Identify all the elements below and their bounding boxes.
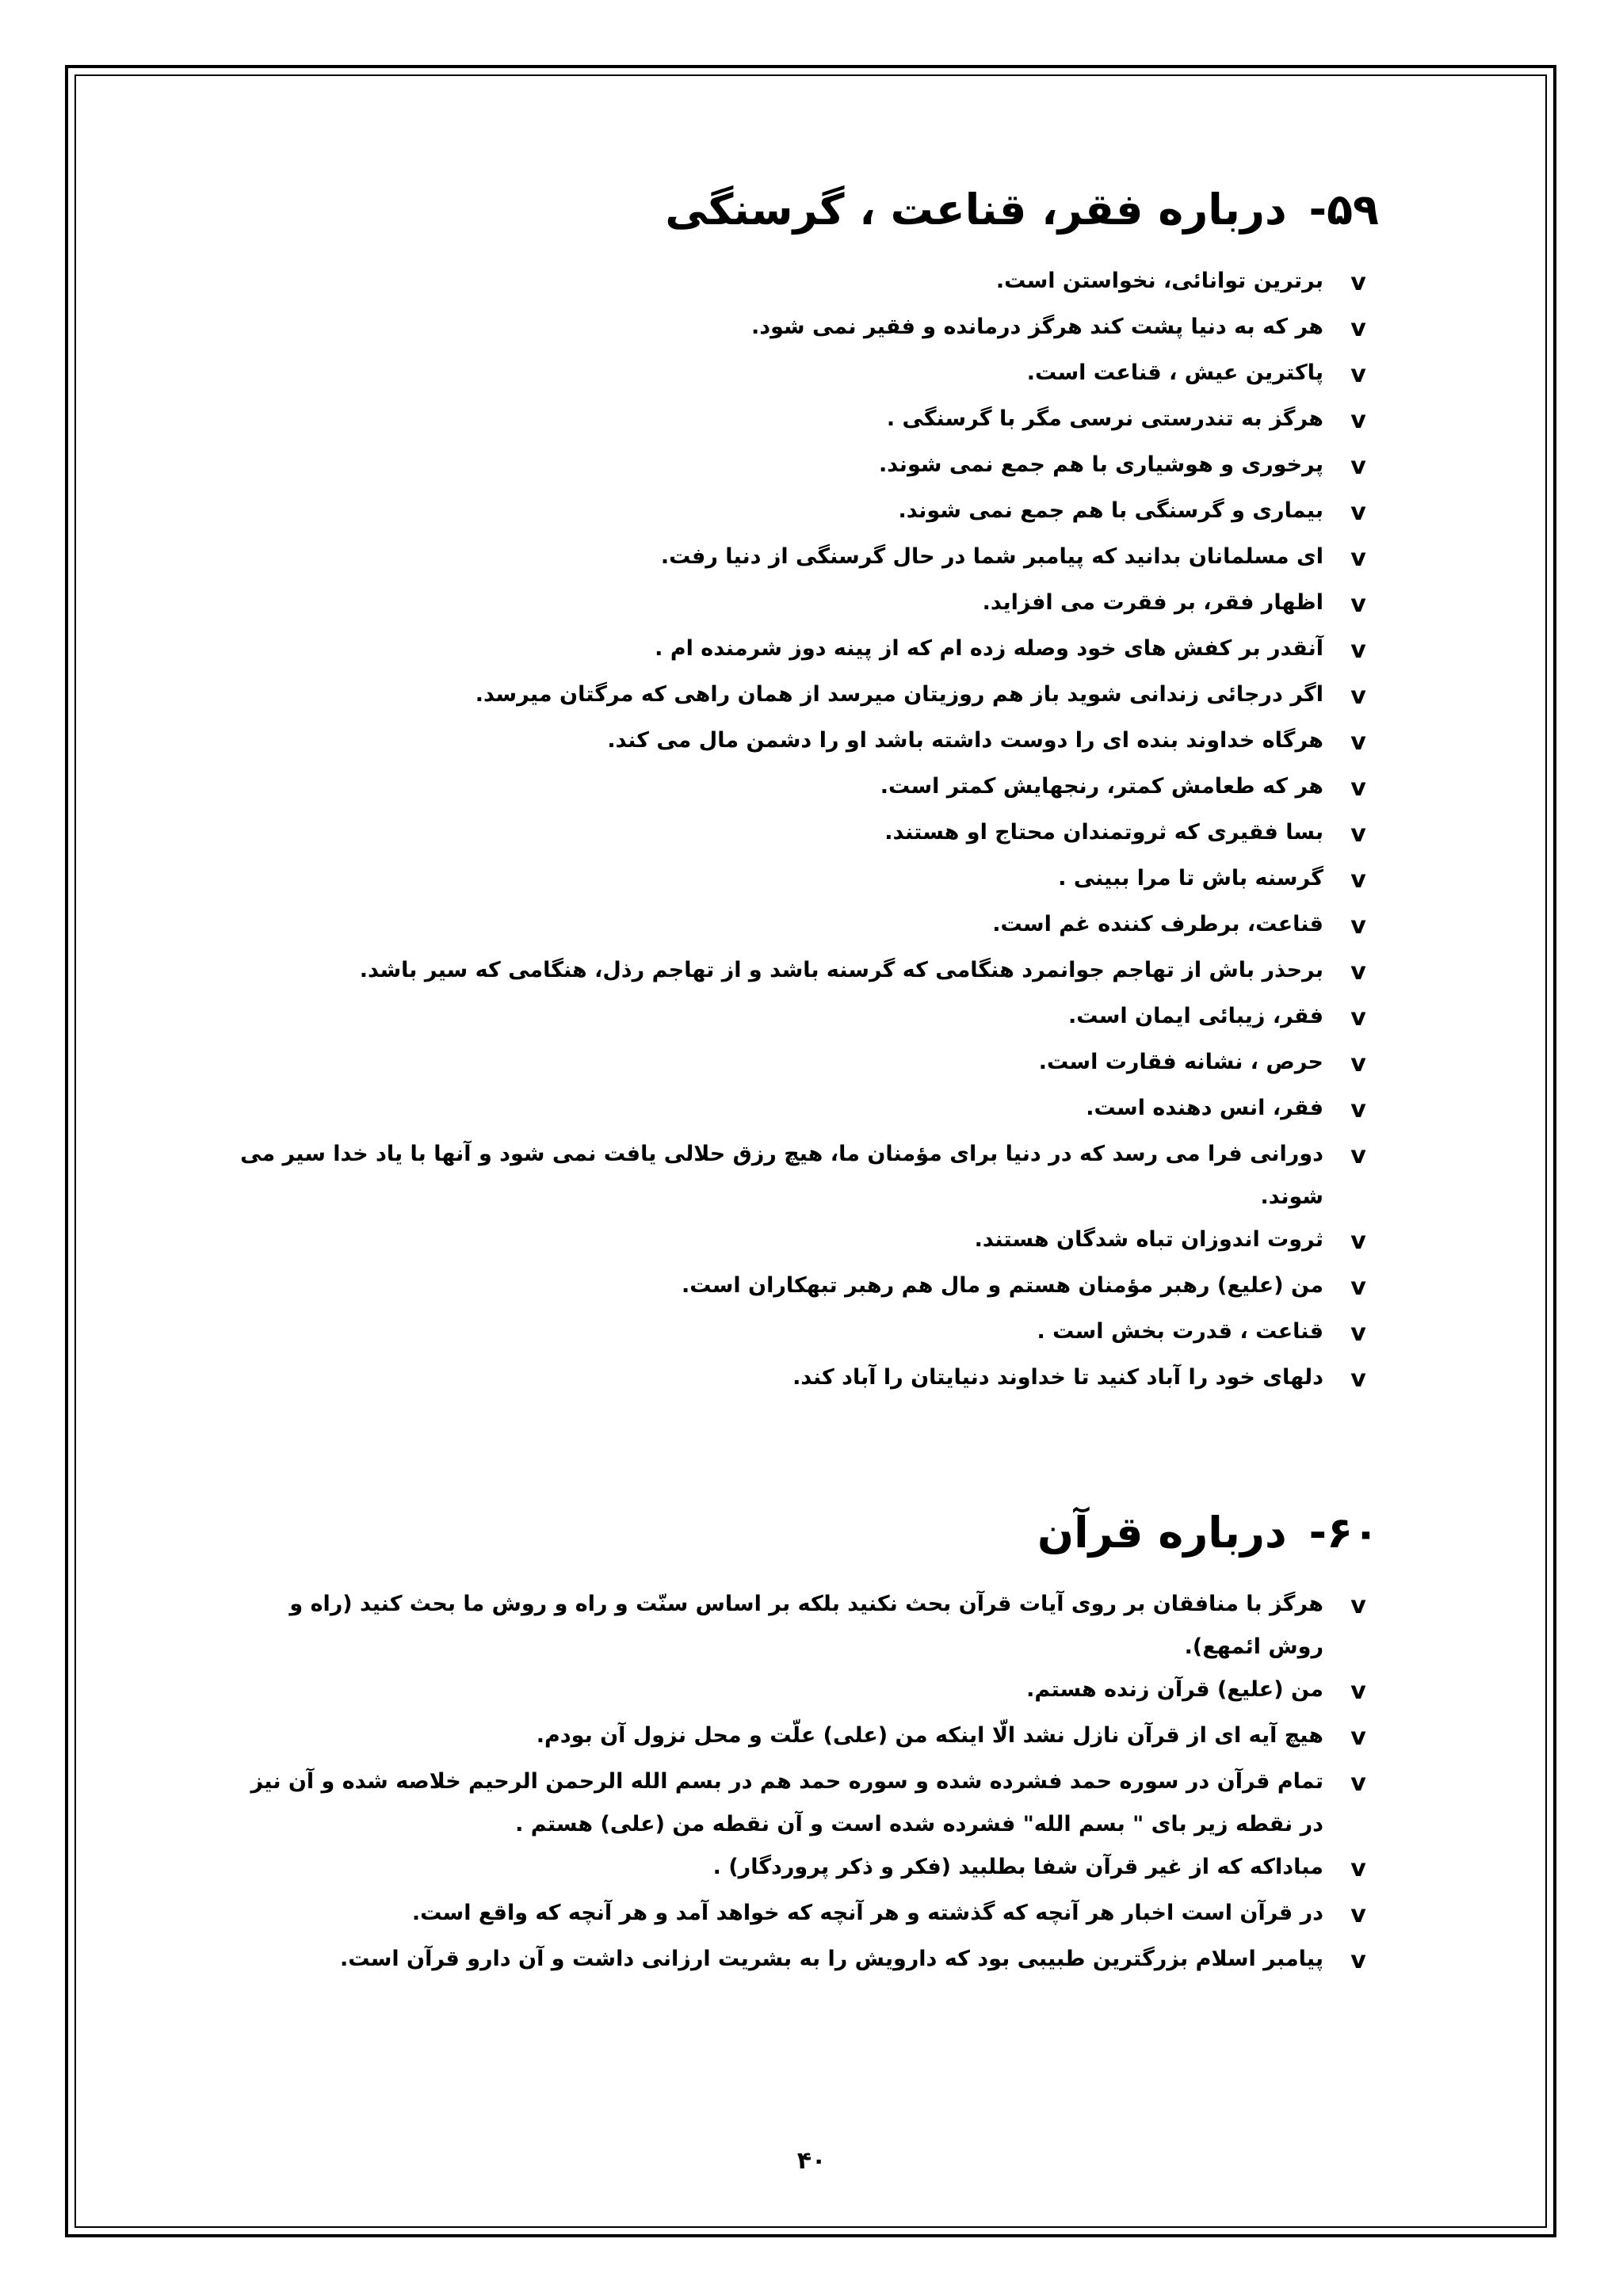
item-text: قناعت ، قدرت بخش است . bbox=[1037, 1319, 1323, 1344]
check-mark-icon: v bbox=[1350, 1004, 1366, 1032]
item-text: من (علیع) قرآن زنده هستم. bbox=[1026, 1677, 1323, 1702]
item-text: ثروت اندوزان تباه شدگان هستند. bbox=[974, 1227, 1323, 1252]
list-item bbox=[238, 949, 1379, 995]
item-text: بسا فقیری که ثروتمندان محتاج او هستند. bbox=[884, 820, 1323, 845]
check-mark-icon: v bbox=[1350, 406, 1366, 434]
section-heading bbox=[238, 174, 1379, 246]
check-mark-icon: v bbox=[1350, 1677, 1366, 1705]
check-mark-icon: v bbox=[1350, 1227, 1366, 1255]
check-mark-icon: v bbox=[1350, 1592, 1366, 1619]
list-item bbox=[238, 903, 1379, 949]
check-mark-icon: v bbox=[1350, 544, 1366, 572]
check-mark-icon: v bbox=[1350, 1365, 1366, 1393]
list-item bbox=[238, 627, 1379, 673]
item-text: هرگز با منافقان بر روی آیات قرآن بحث نکنید بلکه بر اساس سنّت و راه و روش ما بحث کنید (راه و روش ائمهع). bbox=[289, 1592, 1323, 1659]
check-mark-icon: v bbox=[1350, 1769, 1366, 1797]
list-item bbox=[238, 995, 1379, 1041]
item-text: هرگاه خداوند بنده ای را دوست داشته باشد او را دشمن مال می کند. bbox=[607, 728, 1323, 753]
check-mark-icon: v bbox=[1350, 1947, 1366, 1974]
item-text: آنقدر بر کفش های خود وصله زده ام که از پینه دوز شرمنده ام . bbox=[655, 636, 1323, 661]
list-item bbox=[238, 1041, 1379, 1087]
list-item bbox=[238, 260, 1379, 306]
check-mark-icon: v bbox=[1350, 590, 1366, 618]
section-59 bbox=[238, 174, 1379, 1402]
item-list bbox=[238, 260, 1379, 1402]
list-item bbox=[238, 1087, 1379, 1133]
check-mark-icon: v bbox=[1350, 682, 1366, 710]
check-mark-icon: v bbox=[1350, 1855, 1366, 1882]
check-mark-icon: v bbox=[1350, 1273, 1366, 1301]
section-title: درباره قرآن bbox=[1037, 1508, 1287, 1558]
item-text: بیماری و گرسنگی با هم جمع نمی شوند. bbox=[898, 498, 1323, 523]
item-text: تمام قرآن در سوره حمد فشرده شده و سوره حمد هم در بسم الله الرحمن الرحیم خلاصه شده و آن نیز در نقطه زیر بای " بسم الله" فشرده شده است و آن نقطه من (علی) هستم . bbox=[250, 1769, 1323, 1836]
check-mark-icon: v bbox=[1350, 269, 1366, 296]
check-mark-icon: v bbox=[1350, 820, 1366, 848]
item-text: برترین توانائی، نخواستن است. bbox=[995, 269, 1323, 293]
item-text: هرگز به تندرستی نرسی مگر با گرسنگی . bbox=[886, 406, 1323, 431]
check-mark-icon: v bbox=[1350, 315, 1366, 342]
list-item bbox=[238, 1356, 1379, 1402]
item-text: من (علیع) رهبر مؤمنان هستم و مال هم رهبر تبهکاران است. bbox=[681, 1273, 1323, 1298]
list-item bbox=[238, 582, 1379, 627]
check-mark-icon: v bbox=[1350, 452, 1366, 480]
item-text: اگر درجائی زندانی شوید باز هم روزیتان میرسد از همان راهی که مرگتان میرسد. bbox=[475, 682, 1323, 707]
check-mark-icon: v bbox=[1350, 774, 1366, 802]
list-item bbox=[238, 536, 1379, 582]
item-text: قناعت، برطرف کننده غم است. bbox=[992, 912, 1323, 936]
list-item bbox=[238, 398, 1379, 444]
section-number: ۵۹- bbox=[1308, 185, 1379, 235]
list-item bbox=[238, 1310, 1379, 1356]
list-item bbox=[238, 673, 1379, 719]
check-mark-icon: v bbox=[1350, 728, 1366, 756]
item-text: مباداکه که از غیر قرآن شفا بطلبید (فکر و ذکر پروردگار) . bbox=[712, 1855, 1323, 1879]
item-text: هر که طعامش کمتر، رنجهایش کمتر است. bbox=[880, 774, 1323, 799]
list-item bbox=[238, 1669, 1379, 1714]
list-item bbox=[238, 1760, 1379, 1846]
item-text: اظهار فقر، بر فقرت می افزاید. bbox=[982, 590, 1323, 615]
item-text: دلهای خود را آباد کنید تا خداوند دنیایتان را آباد کند. bbox=[792, 1365, 1323, 1390]
list-item bbox=[238, 1219, 1379, 1264]
list-item bbox=[238, 1583, 1379, 1669]
check-mark-icon: v bbox=[1350, 1142, 1366, 1169]
item-text: دورانی فرا می رسد که در دنیا برای مؤمنان ما، هیچ رزق حلالی یافت نمی شود و آنها با یاد خدا سیر می شوند. bbox=[240, 1142, 1323, 1209]
list-item bbox=[238, 306, 1379, 352]
section-number: ۶۰- bbox=[1308, 1508, 1379, 1558]
item-text: در قرآن است اخبار هر آنچه که گذشته و هر آنچه که خواهد آمد و هر آنچه که واقع است. bbox=[411, 1901, 1323, 1925]
item-text: گرسنه باش تا مرا ببینی . bbox=[1058, 866, 1323, 891]
section-title: درباره فقر، قناعت ، گرسنگی bbox=[665, 185, 1287, 235]
check-mark-icon: v bbox=[1350, 912, 1366, 940]
check-mark-icon: v bbox=[1350, 360, 1366, 388]
list-item bbox=[238, 490, 1379, 536]
item-text: فقر، انس دهنده است. bbox=[1086, 1096, 1323, 1120]
check-mark-icon: v bbox=[1350, 1096, 1366, 1123]
check-mark-icon: v bbox=[1350, 1901, 1366, 1928]
page-number: ۴۰ bbox=[796, 2147, 827, 2175]
item-text: پیامبر اسلام بزرگترین طبیبی بود که دارویش را به بشریت ارزانی داشت و آن دارو قرآن است. bbox=[340, 1947, 1323, 1971]
list-item bbox=[238, 857, 1379, 903]
item-list bbox=[238, 1583, 1379, 1984]
list-item bbox=[238, 352, 1379, 398]
list-item bbox=[238, 1846, 1379, 1892]
item-text: هر که به دنیا پشت کند هرگز درمانده و فقیر نمی شود. bbox=[751, 315, 1323, 339]
list-item bbox=[238, 765, 1379, 811]
list-item bbox=[238, 811, 1379, 857]
check-mark-icon: v bbox=[1350, 958, 1366, 986]
section-heading bbox=[238, 1497, 1379, 1569]
list-item bbox=[238, 1714, 1379, 1760]
check-mark-icon: v bbox=[1350, 1723, 1366, 1751]
item-text: پرخوری و هوشیاری با هم جمع نمی شوند. bbox=[878, 452, 1323, 477]
check-mark-icon: v bbox=[1350, 866, 1366, 894]
list-item bbox=[238, 1264, 1379, 1310]
list-item bbox=[238, 719, 1379, 765]
list-item bbox=[238, 444, 1379, 490]
item-text: ای مسلمانان بدانید که پیامبر شما در حال گرسنگی از دنیا رفت. bbox=[660, 544, 1323, 569]
check-mark-icon: v bbox=[1350, 1319, 1366, 1347]
section-60 bbox=[238, 1497, 1379, 1984]
page-content bbox=[238, 174, 1379, 1984]
item-text: فقر، زیبائی ایمان است. bbox=[1068, 1004, 1323, 1028]
check-mark-icon: v bbox=[1350, 636, 1366, 664]
list-item bbox=[238, 1133, 1379, 1219]
item-text: هیچ آیه ای از قرآن نازل نشد الّا اینکه من (علی) علّت و محل نزول آن بودم. bbox=[536, 1723, 1323, 1748]
list-item bbox=[238, 1938, 1379, 1984]
item-text: پاکترین عیش ، قناعت است. bbox=[1026, 360, 1323, 385]
list-item bbox=[238, 1892, 1379, 1938]
item-text: حرص ، نشانه فقارت است. bbox=[1038, 1050, 1323, 1074]
check-mark-icon: v bbox=[1350, 1050, 1366, 1077]
check-mark-icon: v bbox=[1350, 498, 1366, 526]
item-text: برحذر باش از تهاجم جوانمرد هنگامی که گرسنه باشد و از تهاجم رذل، هنگامی که سیر باشد. bbox=[359, 958, 1323, 982]
